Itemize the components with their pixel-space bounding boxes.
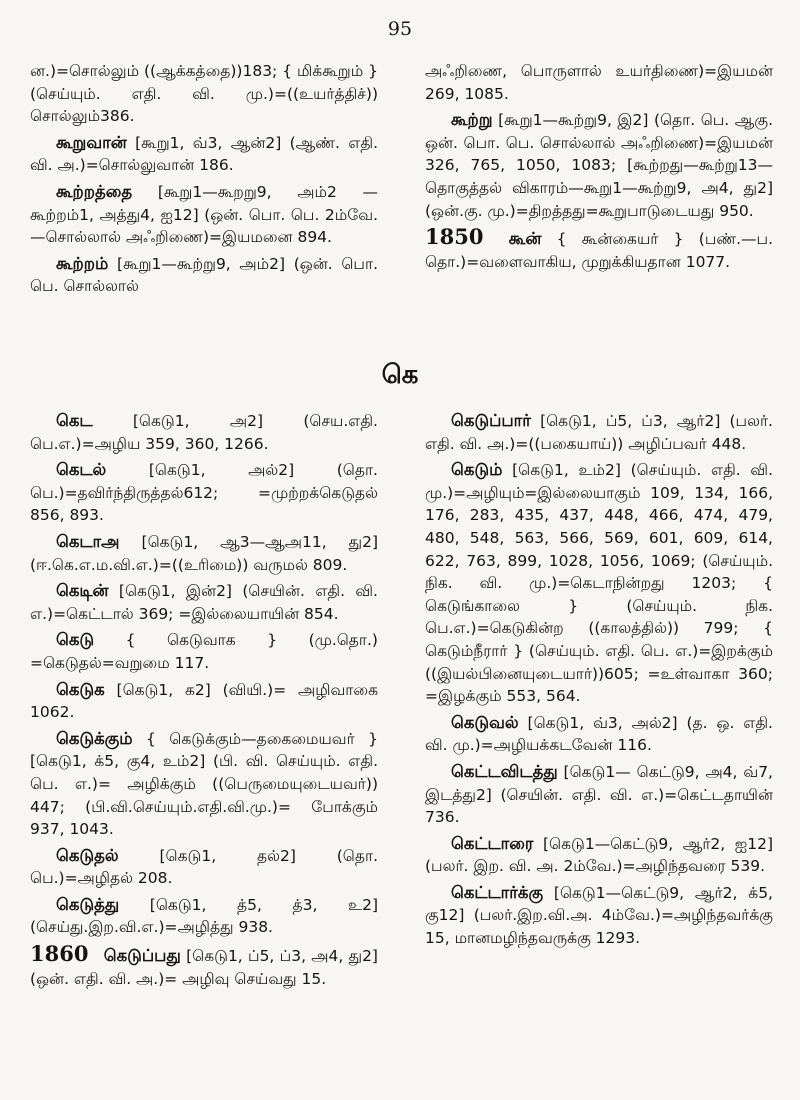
entry-headword: கெட்டவிடத்து [451,761,558,781]
entry-headword: கூற்று [451,110,493,130]
column-bottom-right [425,410,773,954]
entry-text: [கூறு1—கூறறு9, அம்2 — கூற்றம்1, அத்து4, ஐ12] (ஒன். பொ. பெ. 2ம்வே.—சொல்லால் அஃறிணை)=இயமனை 894. [30,182,378,247]
entry [425,882,773,950]
entry [425,226,773,273]
column-top-right [425,60,773,277]
entry-text: [கெடு1, க2] (வியி.)= அழிவாகை 1062. [30,680,378,722]
entry-text: [கெடு1, அ2] (செய.எதி. பெ.எ.)=அழிய 359, 360, 1266. [30,412,378,453]
entry-text: { கெடுக்கும்—தகைமையவர் } [கெடு1, க்5, கு4, உம்2] (பி. வி. செய்யும். எதி. பெ. எ.)= அழிக்கும் ((பெருமையுடையவர்)) 447; (பி.வி.செய்யும்.எதி.வி.மு.)= போக்கும் 937, 1043. [30,729,378,839]
entry-text: [கெடு1—கெட்டு9, ஆர்2, ஐ12] (பலர். இற. வி. அ. 2ம்வே.)=அழிந்தவரை 539. [425,834,773,876]
entry [30,410,378,455]
page-number: 95 [387,18,413,40]
entry-headword: கெட [56,411,93,430]
entry-headword: கெடுவல் [451,712,519,732]
entry-headword: கூற்றம் [56,253,109,273]
entry-text: [கெடு1—கெட்டு9, ஆர்2, க்5, கு12] (பலர்.இற.வி.அ. 4ம்வே.)=அழிந்தவர்க்கு 15, மானமழிந்தவருக்கு 1293. [425,883,773,948]
entry-text: [கெடு1, வ்3, அல்2] (த. ஒ. எதி. வி. மு.)=அழியக்கடவேன் 116. [425,713,773,755]
entry [30,60,378,128]
entry-headword: கெடல் [56,460,107,480]
entry-text: [கெடு1, ஆ3—ஆஅ11, து2] (ஈ.கெ.எ.ம.வி.எ.)=((உரிமை)) வருமல் 809. [30,532,378,574]
entry [30,845,378,890]
entry-headword: கெடுக [56,679,105,699]
entry [30,679,378,724]
entry-text: [கெடு1, ப்5, ப்3, ஆர்2] (பலர். எதி. வி. அ.)=((பகையாய்)) அழிப்பவர் 448. [425,412,773,453]
entry-number: 1860 [30,941,89,967]
entry-headword: கெடுதல் [56,845,119,865]
entry-text: { கெடுவாக } (மு.தொ.) =கெடுதல்=வறுமை 117. [30,631,378,672]
entry [30,580,378,625]
entry-text: [கெடு1, த்5, த்3, உ2] (செய்து.இற.வி.எ.)=அழித்து 938. [30,895,378,937]
entry-text: [கெடு1, உம்2] (செய்யும். எதி. வி. மு.)=அழியும்=இல்லையாகும் 109, 134, 166, 176, 283, 435, 437, 448, 466, 474, 479, 480, 548, 563, 566, 569, 601, 609, 614, 622, 763, 899, 1028, 1056, 1069; (செய்யும். நிக. வி. மு.)=கெடாநின்றது 1203; { கெடுங்காலை } (செய்யும். நிக. பெ.எ.)=கெடுகின்ற ((காலத்தில்)) 799; { கெடும்நீரார் } (செய்யும். எதி. பெ. எ.)=இறக்கும் ((இயல்பினையுடையார்))605; =உள்வாகா 360; =இழக்கும் 553, 564. [425,461,773,706]
entry-text: [கெடு1, தல்2] (தொ. பெ.)=அழிதல் 208. [30,846,378,888]
entry [425,761,773,829]
section-heading: கெ [381,360,419,390]
entry-text: { கூன்கையர் } (பண்.—ப. தொ.)=வளைவாகிய, முறுக்கியதான 1077. [425,230,773,271]
entry-text: [கூறு1, வ்3, ஆன்2] (ஆண். எதி. வி. அ.)=சொல்லுவான் 186. [30,133,378,175]
entry [425,833,773,878]
entry-headword: கூறுவான் [56,132,127,152]
entry [425,60,773,105]
entry [30,531,378,576]
entry [30,943,378,990]
entry-headword: கூற்றத்தை [56,181,133,201]
entry-headword: கெடுப்பது [103,946,181,966]
entry [425,410,773,455]
entry-headword: கெடுப்பார் [451,411,531,430]
entry [425,109,773,222]
entry-headword: கெடும் [451,460,503,480]
entry-headword: கெட்டார்க்கு [451,882,544,902]
entry-text: அஃறிணை, பொருளால் உயர்திணை)=இயமன் 269, 1085. [425,62,773,103]
entry-headword: கெடுக்கும் [56,728,133,748]
entry-headword: கெட்டாரை [451,833,534,853]
entry [425,712,773,757]
entry-text: [கெடு1, அல்2] (தொ. பெ.)=தவிர்ந்திருத்தல்612; =முற்றக்கெடுதல் 856, 893. [30,461,378,525]
entry [30,629,378,674]
entry-text: [கூறு1—கூற்று9, அம்2] (ஒன். பொ. பெ. சொல்லால் [30,254,378,296]
entry [425,459,773,708]
entry [30,181,378,249]
column-top-left [30,60,378,302]
entry [30,728,378,841]
entry [30,132,378,177]
entry-text: ன.)=சொல்லும் ((ஆக்கத்தை))183; { மிக்கூறும் } (செய்யும். எதி. வி. மு.)=((உயர்த்திச்)) சொல்லும்386. [30,62,378,126]
entry [30,894,378,939]
entry-headword: கெடுத்து [56,894,120,914]
entry-text: [கெடு1, இன்2] (செயின். எதி. வி. எ.)=கெட்டால் 369; =இல்லையாயின் 854. [30,582,378,623]
entry-text: [கூறு1—கூற்று9, இ2] (தொ. பெ. ஆகு. ஒன். பொ. பெ. சொல்லால் அஃறிணை)=இயமன் 326, 765, 1050, 1083; [கூற்றது—கூற்று13—தொகுத்தல் விகாரம்—கூறு1—கூற்று9, அ4, து2] (ஒன்.கு. மு.)=திறத்தது=கூறுபாடுடையது 950. [425,111,773,220]
entry [30,253,378,298]
entry-text: [கெடு1— கெட்டு9, அ4, வ்7, இடத்து2] (செயின். எதி. வி. எ.)=கெட்டதாயின் 736. [425,762,773,827]
entry-text: [கெடு1, ப்5, ப்3, அ4, து2] (ஒன். எதி. வி. அ.)= அழிவு செய்வது 15. [30,947,378,988]
entry-headword: கெடாஅ [56,531,120,551]
column-bottom-left [30,410,378,994]
entry [30,459,378,527]
entry-headword: கெடு [56,630,95,650]
entry-headword: கூன் [508,229,542,249]
entry-number: 1850 [425,224,484,250]
entry-headword: கெடின் [56,581,109,601]
